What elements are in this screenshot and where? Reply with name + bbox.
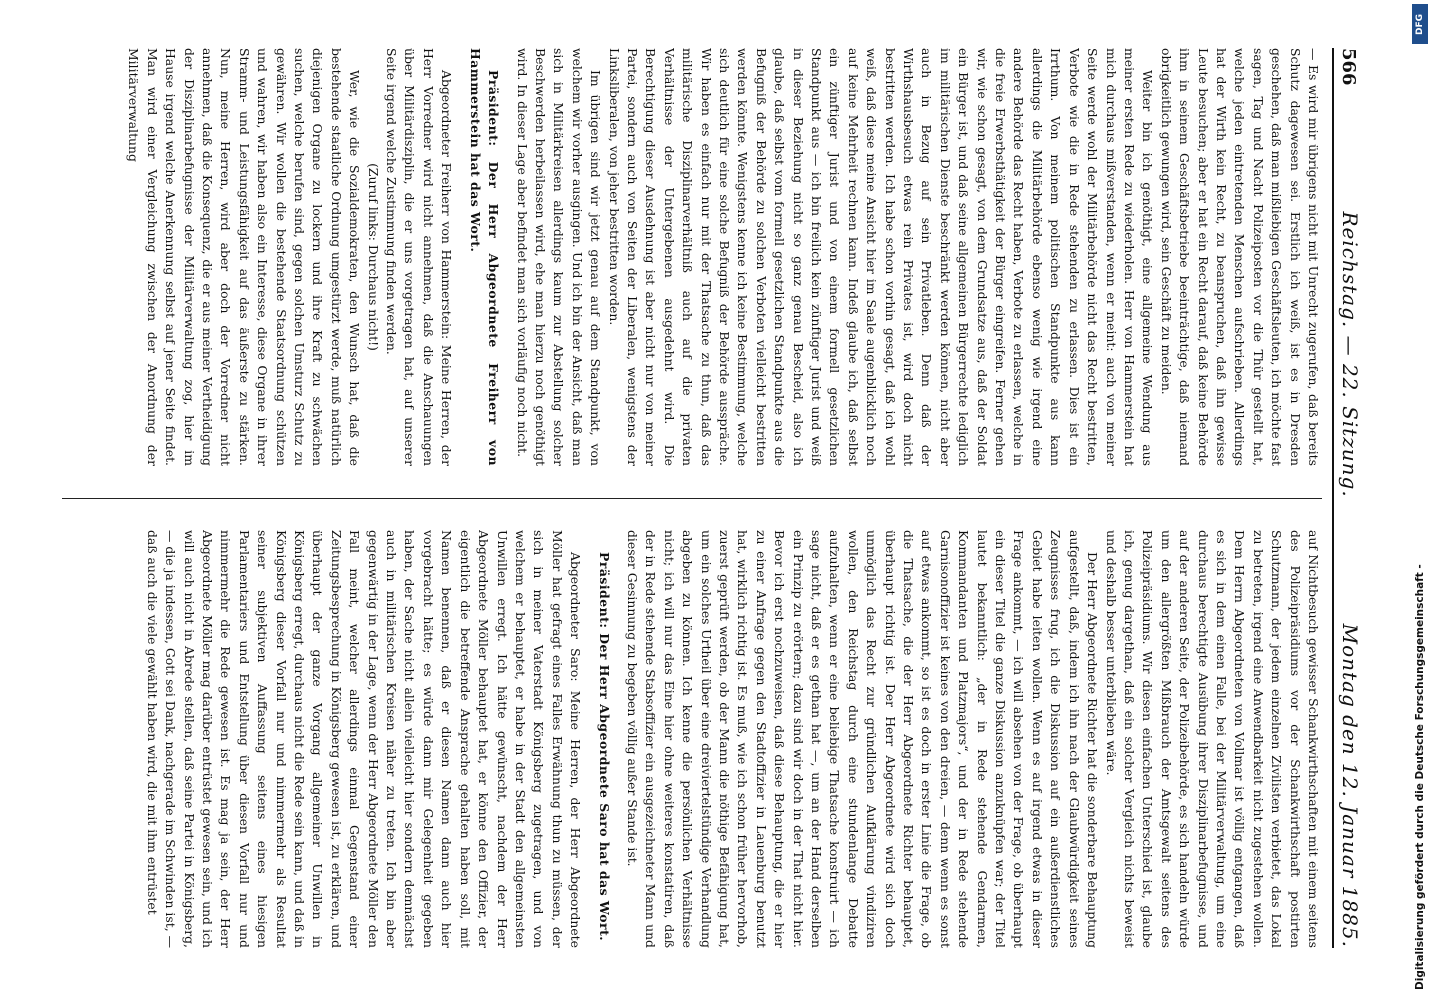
speech-paragraph: Abgeordneter Freiherr von Hammerstein: Meine Herren, der Herr Vorredner wird nicht annehmen, daß die Anschauungen über Militärdisziplin, die er uns vorgetragen hat, auf unserer Seite irgend welche Zustimmung finden werden.	[384, 48, 455, 466]
funding-sidebar	[1410, 0, 1432, 1000]
paragraph: Weiter bin ich genöthigt, eine allgemeine Wendung aus meiner ersten Rede zu wiederholen. Herr von Hammerstein hat mich durchaus mißverstanden, wenn er meint: auch von meiner Seite werde wohl der Militärbehörde nicht das Recht bestritten, Verbote wie die in Rede stehenden zu erlassen. Dies ist ein Irrthum. Von meinem politischen Standpunkte aus kann allerdings die Militärbehörde ebenso wenig wie irgend eine andere Behörde das Recht haben, Verbote zu erlassen, welche in die freie Erwerbsthätigkeit der Bürger eingreifen. Ferner gehen wir, wie schon gesagt, von dem Grundsatze aus, daß der Soldat ein Bürger ist, und daß seine allgemeinen Bürgerrechte lediglich im militärischen Dienste beschränkt werden können, nicht aber auch in Bezug auf sein Privatleben. Denn daß der Wirthshausbesuch etwas rein Privates ist, wird doch nicht bestritten werden. Ich habe schon vorhin gesagt, daß ich wohl weiß, daß diese meine Ansicht hier im Saale augenblicklich noch auf keine Mehrheit rechnen kann. Indeß glaube ich, daß selbst ein zünftiger Jurist und von einem formell gesetzlichen Standpunkt aus — ich bin freilich kein zünftiger Jurist und weiß in dieser Beziehung nicht so ganz genau Bescheid, also ich glaube, daß selbst vom formell gesetzlichen Standpunkte aus die Befugniß der Behörde zu solchen Verboten vielleicht bestritten werden könnte. Wenigstens kenne ich keine Bestimmung, welche sich deutlich für eine solche Befugniß der Behörde ausspräche. Wir haben es einfach nur mit der Thatsache zu thun, daß das militärische Disziplinarverhältniß auch auf die privaten Verhältnisse der Untergebenen ausgedehnt wird. Die Berechtigung dieser Ausdehnung ist aber nicht nur von meiner Partei, sondern auch von Seiten der Liberalen, wenigstens der Linksliberalen, von jeher bestritten worden.	[606, 48, 1156, 466]
funding-note: Digitalisierung gefördert durch die Deutsche Forschungsgemeinschaft -	[1414, 564, 1426, 990]
president-remark: Präsident: Der Herr Abgeordnete Saro hat das Wort.	[596, 552, 612, 942]
page-header	[1332, 48, 1370, 948]
paragraph: Im übrigen sind wir jetzt genau auf dem Standpunkt, von welchem wir vorher ausgingen. Und ich bin der Ansicht, daß man sich in Militärkreisen allerdings kaum zur Abstellung solcher Beschwerden herbeilassen wird, ehe man hierzu noch genöthigt wird. In dieser Lage aber befindet man sich vorläufig noch nicht.	[514, 48, 604, 466]
paragraph: Der Herr Abgeordnete Richter hat die sonderbare Behauptung aufgestellt, daß, indem ich ihn nach der Glaubwürdigkeit seines Zeugnisses frug, ich die Diskussion auf ein außerdienstliches Gebiet habe leiten wollen. Wenn es auf irgend etwas in dieser Frage ankommt, — ich will absehen von der Frage, ob überhaupt ein dieser Titel die ganze Diskussion anzuknüpfen war; der Titel lautet bekanntlich: „der in Rede stehende Gendarmen, Kommandanten und Platzmajors“, und der in Rede stehende Garnisonoffizier ist keines von den dreien, — denn wenn es sonst auf etwas ankommt, so ist es doch in erster Linie die Frage, ob die Thatsache, die der Herr Abgeordnete Richter behauptet, überhaupt richtig ist. Der Herr Abgeordnete wird sich doch unmöglich das Recht zur gründlichen Aufklärung vindiziren wollen, den Reichstag durch eine stundenlange Debatte aufzuhalten, wenn er eine beliebige Thatsache konstruirt — ich sage nicht, daß er es gethan hat —, um an der Hand derselben ein Prinzip zu erörtern; dazu sind wir doch in der That nicht hier. Bevor ich erst nochzuweisen, daß diese Behauptung, die er hier zu einer Anfrage gegen den Stadtoffizier in Lauenburg benutzt hat, wirklich richtig ist. Es muß, wie ich schon früher hervorhob, zuerst geprüft werden, ob der Mann die nöthige Befähigung hat, um ein solches Urtheil über eine dreiviertelstündige Verhandlung abgeben zu können. Ich kenne die persönlichen Verhältnisse nicht; ich will nur das Eine hier ohne weiteres konstatiren, daß der in Rede stehende Stabsoffizier ein ausgezeichneter Mann und dieser Gesinnung zu begeben völlig außer Stande ist.	[624, 530, 1101, 948]
dfg-logo	[1412, 4, 1428, 44]
text-column-right	[62, 530, 1322, 948]
speech-paragraph: Abgeordneter Saro: Meine Herren, der Herr Abgeordnete Möller hat gefragt eines Falles Erwähnung thun zu müssen, der sich in meiner Vaterstadt Königsberg zugetragen, und von welchem er behauptet, er habe in der Stadt den allgemeinsten Unwillen erregt. Ich hätte gewünscht, nachdem der Herr Abgeordnete Möller behauptet hat, er könne den Offizier, der eigentlich die betreffende Ansprache gehalten haben soll, mit Namen benennen, daß er diesen Namen dann auch hier vorgebracht hätte; es würde dann mir Gelegenheit gegeben haben, der Sache nicht allein vielleicht hier sondern demnächst auch in militärischen Kreisen näher zu treten. Ich bin aber gegenwärtig in der Lage, wenn der Herr Abgeordnete Möller den Fall meint, welcher allerdings einmal Gegenstand einer Zeitungsbesprechung in Königsberg gewesen ist, zu erklären, und überhaupt der ganze Vorgang allgemeiner Unwillen in Königsberg erregt, durchaus nicht die Rede sein kann, und daß in Königsberg dieser Vorfall nur und nimmermehr als Resultat seiner subjektiven Auffassung seitens eines hiesigen Parlamentariers und Entstellung über diesen Vorfall nur und nimmermehr die Rede gewesen ist. Es mag ja sein, der Herr Abgeordnete Möller mag darüber entrüstet gewesen sein, und ich will auch nicht in Abrede stellen, daß seine Partei in Königsberg, — die ja indessen, Gott sei Dank, nachgerade im Schwinden ist, — daß auch die viele gewählt haben wird, die mit ihm entrüstet	[144, 530, 584, 948]
interjection: (Zuruf links: Durchaus nicht!)	[365, 163, 381, 351]
dfg-logo-text: DFG	[1415, 13, 1425, 35]
paragraph: — Es wird mir übrigens nicht mit Unrecht zugerufen, daß bereits Schutz dagewesen sei. Erstlich ich weiß, ist es in Dresden geschehen, daß man mißliebigen Geschäftsleuten, ich möchte fast sagen, Tag und Nacht Polizeiposten vor die Thür gestellt hat, welche jeden eintretenden Menschen aufschrieben. Allerdings hat der Wirth kein Recht, zu beanspruchen, daß ihn gewisse Leute besuchen; aber er hat ein Recht darauf, daß keine Behörde ihm in seinem Geschäftsbetriebe beeinträchtige, daß niemand obrigkeitlich gewungen wird, sein Geschäft zu meiden.	[1158, 48, 1321, 466]
page-number: 566	[1338, 48, 1359, 86]
text-column-left	[62, 48, 1322, 466]
session-title: Reichstag. — 22. Sitzung.	[1338, 211, 1362, 498]
speech-paragraph: Wer, wie die Sozialdemokraten, den Wunsch hat, daß die bestehende staatliche Ordnung umgestürzt werde, muß natürlich diejenigen Organe zu lockern und ihre Kraft zu schwächen suchen, welche berufen sind, gegen solchen Umsturz Schutz zu gewähren. Wir wollen die bestehende Staatsordnung schützen und wahren, wir haben also ein Interesse, diese Organe in ihrer Stramm- und Leistungsfähigkeit auf das äußerste zu stärken. Nun, meine Herren, wird aber doch der Vorredner nicht annehmen, daß die Konsequenz, die er aus meiner Vertheidigung der Disziplinarbefugnisse der Militärverwaltung zog, hier im Hause irgend welche Anerkennung selbst auf jener Seite findet. Man wird einer Vergleichung zwischen der Anordnung der Militärverwaltung	[126, 48, 363, 466]
column-divider	[62, 498, 1322, 499]
president-remark: Präsident: Der Herr Abgeordnete Freiherr von Hammerstein hat das Wort.	[467, 48, 502, 466]
paragraph: auf Nichtbesuch gewisser Schankwirthschaften mit einem seitens des Polizeipräsidiums vor der Schankwirthschaft postirten Schutzmann, der jedem einzelnen Zivilisten verbietet, das Lokal zu betreten, irgend eine Anwendbarkeit nicht zugestehen wollen. Dem Herrn Abgeordneten von Vollmar ist völlig entgangen, daß es sich in dem einen Falle, bei der Militärverwaltung, um eine durchaus berechtigte Ausübung ihrer Disziplinarbefugnisse, und auf der anderen Seite, der Polizeibehörde, es sich handeln würde um den allergrößten Mißbrauch der Amtsgewalt seitens des Polizeipräsidiums. Wir diesen einfachen Unterschied ist, glaube ich, genug dargethan, daß ein solcher Vergleich nichts beweist und deshalb besser unterblieben wäre.	[1103, 530, 1321, 948]
session-date: Montag den 12. Januar 1885.	[1338, 623, 1362, 948]
